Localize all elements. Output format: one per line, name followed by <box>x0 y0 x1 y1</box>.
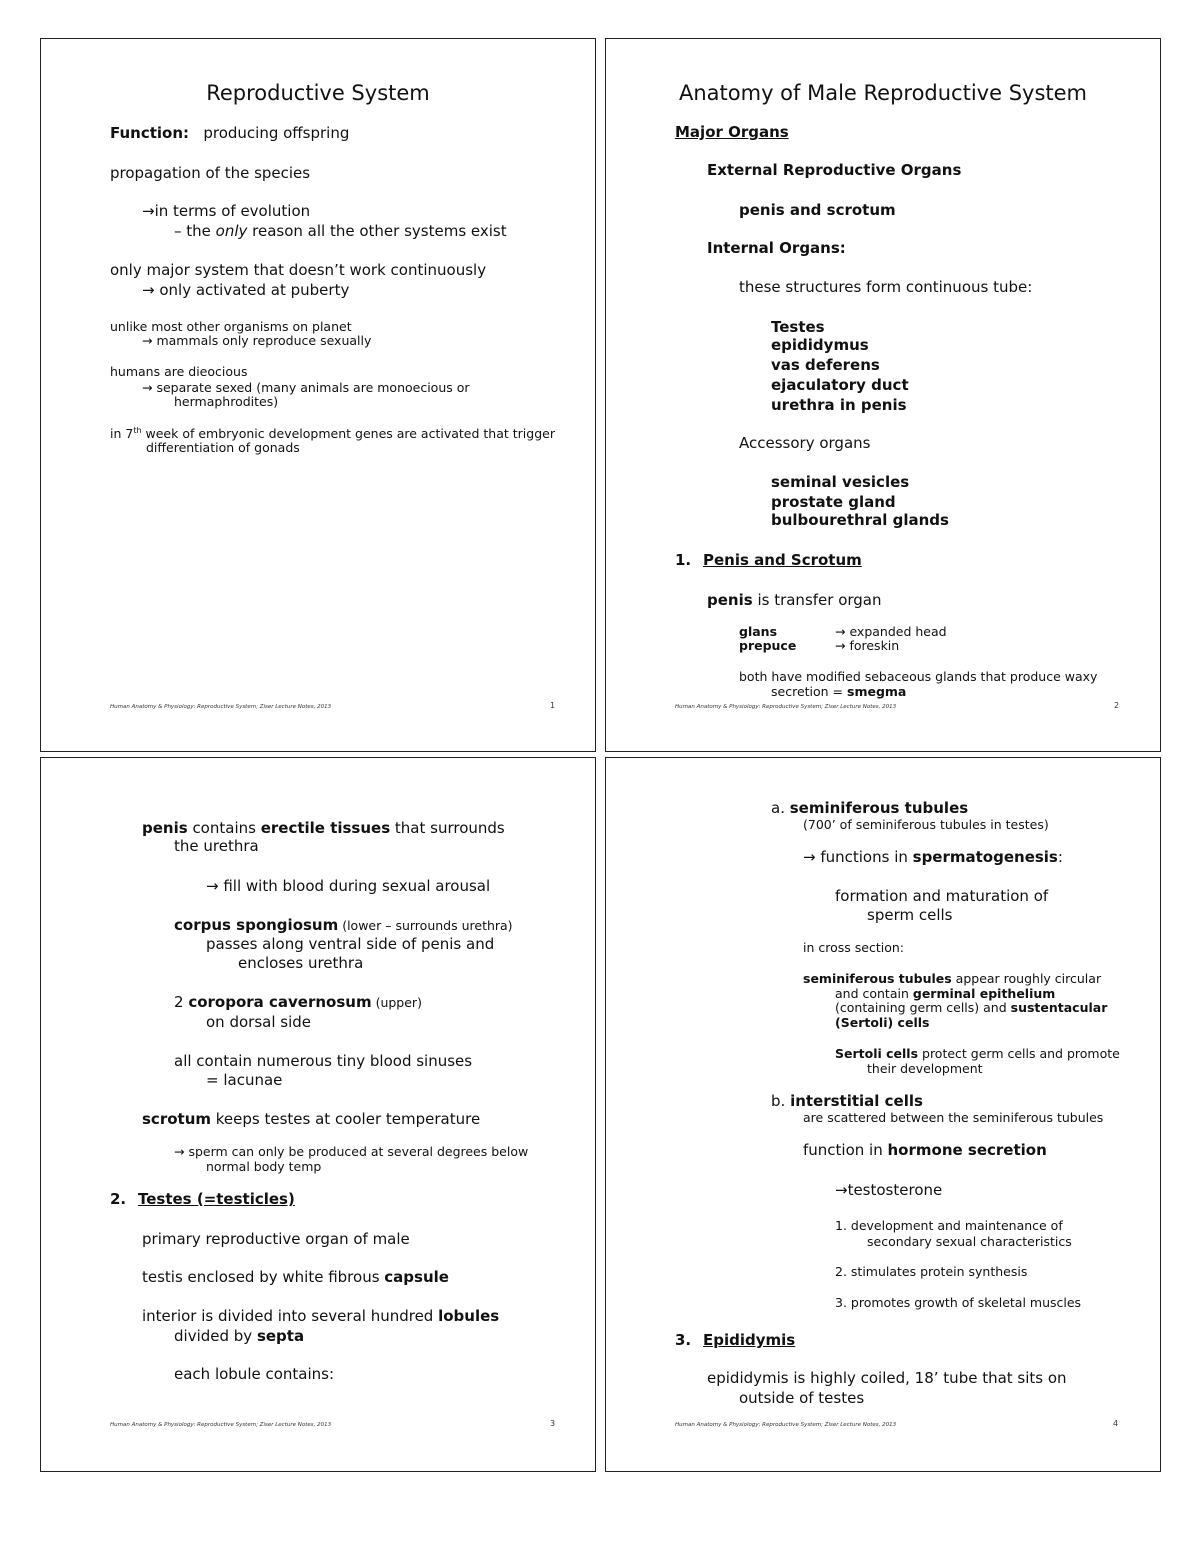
text-line: → mammals only reproduce sexually <box>142 333 372 348</box>
text-line <box>174 994 422 1011</box>
function-value: producing offspring <box>203 124 350 142</box>
slide-title: Reproductive System <box>206 81 430 105</box>
subsection-heading <box>771 800 968 817</box>
superscript: th <box>133 426 142 435</box>
text-line: encloses urethra <box>238 954 364 972</box>
list-item: secondary sexual characteristics <box>867 1234 1072 1249</box>
text-fragment: sustentacular <box>1010 1000 1108 1015</box>
text-line: unlike most other organisms on planet <box>110 319 352 334</box>
page-number: 3 <box>550 1419 556 1428</box>
text-fragment: → functions in <box>803 848 913 866</box>
text-line <box>142 1269 449 1286</box>
slide-4 <box>605 757 1161 1472</box>
text-fragment: capsule <box>384 1268 449 1286</box>
text-fragment: secretion = <box>771 684 847 699</box>
text-fragment: is transfer organ <box>752 591 882 609</box>
text-line: outside of testes <box>739 1389 865 1407</box>
text-line: propagation of the species <box>110 164 311 182</box>
text-line: → fill with blood during sexual arousal <box>206 877 491 895</box>
text-line: sperm cells <box>867 906 953 924</box>
section-heading: Testes (=testicles) <box>138 1190 295 1208</box>
text-line: each lobule contains: <box>174 1365 335 1383</box>
text-fragment: penis <box>707 591 753 609</box>
list-item: ejaculatory duct <box>771 376 909 394</box>
subsection-heading <box>771 1093 923 1110</box>
text-line <box>142 820 505 837</box>
text-fragment: in 7 <box>110 426 134 442</box>
text-line <box>174 1328 304 1345</box>
section-number: 1. <box>675 551 692 569</box>
text-fragment: Sertoli cells <box>835 1046 919 1061</box>
text-line: humans are dieocious <box>110 364 248 379</box>
text-line <box>835 1001 1107 1015</box>
text-fragment: penis <box>142 819 188 837</box>
text-fragment: divided by <box>174 1327 257 1345</box>
text-line <box>803 1142 1047 1159</box>
text-line: = lacunae <box>206 1071 283 1089</box>
footer: Human Anatomy & Physiology: Reproductive System; Ziser Lecture Notes, 2013 <box>110 704 332 710</box>
text-line: normal body temp <box>206 1159 322 1174</box>
text-line: passes along ventral side of penis and <box>206 935 495 953</box>
text-fragment: that surrounds <box>390 819 505 837</box>
text-fragment: testis enclosed by white fibrous <box>142 1268 385 1286</box>
text-line: Accessory organs <box>739 434 871 452</box>
text-line: (Sertoli) cells <box>835 1015 930 1030</box>
text-line: → separate sexed (many animals are monoecious or <box>142 380 470 395</box>
text-line <box>174 917 513 934</box>
text-line: on dorsal side <box>206 1013 311 1031</box>
text-line: (700’ of seminiferous tubules in testes) <box>803 817 1049 832</box>
text-line: these structures form continuous tube: <box>739 278 1033 296</box>
list-item: bulbourethral glands <box>771 511 949 529</box>
text-fragment: lobules <box>438 1307 500 1325</box>
section-heading: Penis and Scrotum <box>703 551 862 569</box>
text-line: External Reproductive Organs <box>707 161 962 179</box>
text-fragment: hormone secretion <box>887 1141 1047 1159</box>
text-fragment: erectile tissues <box>260 819 391 837</box>
list-item: 1. development and maintenance of <box>835 1218 1063 1233</box>
text-line: in cross section: <box>803 940 904 955</box>
text-fragment: (containing germ cells) and <box>835 1000 1011 1015</box>
list-item: epididymus <box>771 336 869 354</box>
text-line: are scattered between the seminiferous tubules <box>803 1110 1104 1125</box>
list-item: seminal vesicles <box>771 473 910 491</box>
text-fragment: (lower – surrounds urethra) <box>338 918 513 933</box>
list-item: 3. promotes growth of skeletal muscles <box>835 1295 1082 1310</box>
page-number: 2 <box>1114 701 1120 710</box>
list-item: urethra in penis <box>771 396 907 414</box>
footer: Human Anatomy & Physiology: Reproductive System; Ziser Lecture Notes, 2013 <box>675 704 897 710</box>
text-fragment: scrotum <box>142 1110 212 1128</box>
text-fragment: contains <box>187 819 261 837</box>
text-fragment: corpus spongiosum <box>174 916 339 934</box>
section-number: 3. <box>675 1331 692 1349</box>
page-number: 1 <box>550 701 556 710</box>
text-line: penis and scrotum <box>739 201 896 219</box>
footer: Human Anatomy & Physiology: Reproductive System; Ziser Lecture Notes, 2013 <box>110 1422 332 1428</box>
list-item: 2. stimulates protein synthesis <box>835 1264 1028 1279</box>
text-line: only major system that doesn’t work continuously <box>110 261 487 279</box>
text-line: primary reproductive organ of male <box>142 1230 410 1248</box>
text-line <box>771 685 906 699</box>
text-line <box>803 972 1101 986</box>
term: glans <box>739 624 778 639</box>
section-number: 2. <box>110 1190 127 1208</box>
text-line: →testosterone <box>835 1181 943 1199</box>
text-line: hermaphrodites) <box>174 394 279 409</box>
text-fragment: coropora cavernosum <box>188 993 372 1011</box>
list-item: Testes <box>771 318 825 336</box>
text-fragment: protect germ cells and promote <box>918 1046 1120 1061</box>
text-line: → sperm can only be produced at several degrees below <box>174 1144 529 1159</box>
text-fragment: week of embryonic development genes are activated that trigger <box>141 426 555 442</box>
text-fragment: interstitial cells <box>790 1092 923 1110</box>
text-line: → only activated at puberty <box>142 281 350 299</box>
text-line <box>803 849 1063 866</box>
text-line: differentiation of gonads <box>146 440 300 455</box>
text-fragment: germinal epithelium <box>912 986 1056 1001</box>
text-fragment: interior is divided into several hundred <box>142 1307 439 1325</box>
text-line <box>835 1047 1120 1061</box>
text-fragment: seminiferous tubules <box>789 799 969 817</box>
text-fragment: and contain <box>835 986 913 1001</box>
slide-2 <box>605 38 1161 752</box>
text-fragment: b. <box>771 1092 791 1110</box>
slide-title: Anatomy of Male Reproductive System <box>678 81 1088 105</box>
text-fragment: septa <box>256 1327 305 1345</box>
text-fragment: only <box>215 222 248 240</box>
term: prepuce <box>739 638 797 653</box>
text-line: the urethra <box>174 837 259 855</box>
text-line: formation and maturation of <box>835 887 1049 905</box>
section-heading: Major Organs <box>675 123 789 141</box>
text-line: their development <box>867 1061 983 1076</box>
definition: → expanded head <box>835 624 947 639</box>
list-item: vas deferens <box>771 356 880 374</box>
text-fragment: reason all the other systems exist <box>247 222 507 240</box>
text-line: both have modified sebaceous glands that produce waxy <box>739 669 1098 684</box>
text-fragment: spermatogenesis <box>912 848 1058 866</box>
text-fragment: smegma <box>847 684 907 699</box>
text-fragment: a. <box>771 799 790 817</box>
slide-1 <box>40 38 596 752</box>
text-fragment: function in <box>803 1141 888 1159</box>
text-fragment: 2 <box>174 993 189 1011</box>
footer: Human Anatomy & Physiology: Reproductive System; Ziser Lecture Notes, 2013 <box>675 1422 897 1428</box>
function-label: Function: <box>110 124 190 142</box>
definition: → foreskin <box>835 638 900 653</box>
text-line: Internal Organs: <box>707 239 846 257</box>
section-heading: Epididymis <box>703 1331 796 1349</box>
page-number: 4 <box>1113 1419 1119 1428</box>
text-line: →in terms of evolution <box>142 202 311 220</box>
text-line: epididymis is highly coiled, 18’ tube that sits on <box>707 1369 1067 1387</box>
text-fragment: keeps testes at cooler temperature <box>211 1110 481 1128</box>
text-line <box>142 1308 499 1325</box>
text-fragment: appear roughly circular <box>951 971 1102 986</box>
text-line <box>707 592 882 609</box>
text-line: all contain numerous tiny blood sinuses <box>174 1052 473 1070</box>
text-line <box>174 223 507 240</box>
text-fragment: (upper) <box>371 995 422 1010</box>
text-fragment: – the <box>174 222 216 240</box>
function-line <box>110 125 349 142</box>
list-item: prostate gland <box>771 493 896 511</box>
text-line <box>142 1111 480 1128</box>
text-fragment: seminiferous tubules <box>803 971 952 986</box>
slide-3 <box>40 757 596 1472</box>
text-fragment: : <box>1057 848 1063 866</box>
